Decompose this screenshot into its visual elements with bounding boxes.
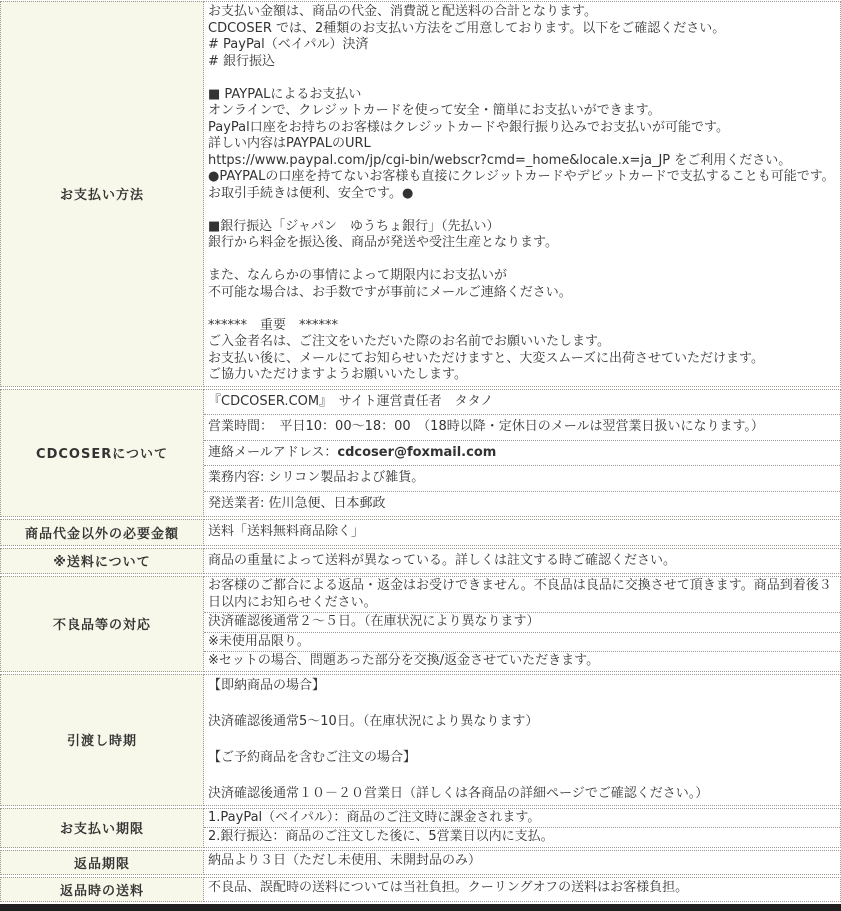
section-content [204,389,841,518]
text-line [208,285,836,302]
text-line [208,419,836,436]
text-line [208,367,836,384]
text-line [208,351,836,368]
text-span: お客様のご都合による返品・返金はお受けできません。不良品は良品に交換させて頂きます。商品到着後３日以内にお知らせください。 [208,578,832,610]
text-span: 【ご予約商品を含むご注文の場合】 [208,749,417,765]
text-span: 詳しい内容はPAYPALのURL [208,136,371,151]
text-span: ご協力いただけますようお願いいたします。 [208,367,467,382]
text-line [208,677,836,695]
text-line [208,496,836,513]
text-span: 『CDCOSER.COM』 サイト運営責任者 タタノ [208,393,494,409]
text-span: 2.銀行振込：商品のご注文した後に、5営業日以内に支払。 [208,829,554,844]
text-line [208,252,836,269]
text-line [208,695,836,713]
content-subrow [204,2,840,386]
shop-info-table-body [0,1,841,902]
section-content [204,674,841,806]
content-subrow [204,633,840,653]
text-span: CDCOSER では、2種類のお支払い方法をご用意しております。以下をご確認ください。 [208,20,726,36]
text-line [208,524,836,541]
section-label: 商品代金以外の必要金額 [0,519,204,546]
content-subrow [204,809,840,829]
text-span: # 銀行振込 [208,53,276,69]
text-span: PayPal口座をお持ちのお客様はクレジットカードや銀行振り込みでお支払いが可能です。 [208,119,729,135]
text-line [208,136,836,153]
section-row [0,548,841,575]
text-line [208,394,836,411]
text-span: ※セットの場合、問題あった部分を交換/返金させていただきます。 [208,653,600,668]
content-subrow [204,520,840,545]
section-content [204,850,841,875]
section-label: お支払い期限 [0,808,204,848]
text-line [208,202,836,219]
text-line [208,4,836,21]
section-row [0,877,841,902]
contact-email-label: 連絡メールアドレス： [208,444,338,460]
content-subrow [204,441,840,467]
text-span: オンラインで、クレジットカードを使って安全・簡単にお支払いができます。 [208,103,661,118]
section-content [204,808,841,848]
text-span: をご利用ください。 [670,152,792,168]
content-subrow [204,492,840,517]
text-line [208,713,836,731]
section-content [204,877,841,902]
text-span: 銀行から料金を振込後、商品が発送や受注生産となります。 [208,235,558,250]
text-line [208,103,836,120]
text-span: 不可能な場合は、お手数ですが事前にメールご連絡ください。 [208,284,572,300]
text-line [208,87,836,104]
text-span: # PayPal（ベイパル）決済 [208,37,369,52]
text-line [208,749,836,767]
text-line [208,301,836,318]
content-subrow [204,613,840,633]
text-span: ●PAYPALの口座を持てないお客様も直接にクレジットカードやデビットカードで支払することも可能です。 [208,169,835,184]
text-line [208,37,836,54]
text-line [208,653,836,670]
section-content [204,576,841,672]
content-subrow [204,415,840,441]
content-subrow [204,466,840,492]
text-span: 送料「送料無料商品除く」 [208,524,365,539]
text-span: お支払い後に、メールにてお知らせいただけますと、大変スムーズに出荷させていただけます。 [208,350,765,366]
section-content [204,519,841,546]
text-line [208,21,836,38]
text-span: お取引手続きは便利、安全です。● [208,185,414,201]
section-row [0,674,841,806]
text-span: お支払い金額は、商品の代金、消費説と配送料の合計となります。 [208,4,597,19]
text-line [208,334,836,351]
text-line [208,614,836,631]
section-label: 不良品等の対応 [0,576,204,672]
text-span: 【即納商品の場合】 [208,677,326,693]
section-label: CDCOSERについて [0,389,204,518]
section-label: ※送料について [0,548,204,575]
text-line [208,767,836,785]
text-span: ■ PAYPALによるお支払い [208,86,362,102]
text-line [208,829,836,846]
section-content [204,548,841,575]
text-span: 営業時間： 平日10：00～18：00 （18時以降・定休日のメールは翌営業日扱いになります。） [208,419,764,434]
content-subrow [204,675,840,805]
text-span: また、なんらかの事情によって期限内にお支払いが [208,268,508,283]
section-row [0,808,841,848]
text-line [208,235,836,252]
section-row [0,576,841,672]
text-line [208,810,836,827]
section-content [204,1,841,387]
text-span: 発送業者: 佐川急便、日本郵政 [208,495,386,511]
text-span: ■銀行振込「ジャパン ゆうちょ銀行」（先払い） [208,218,500,234]
text-span: 不良品、誤配時の送料については当社負担。クーリングオフの送料はお客様負担。 [208,879,689,895]
text-span: 決済確認後通常２～５日。（在庫状況により異なります） [208,614,540,629]
text-line [208,54,836,71]
section-row [0,850,841,875]
text-span: 商品の重量によって送料が異なっている。詳しくは註文する時ご確認ください。 [208,552,677,568]
text-line [208,120,836,137]
section-label: 引渡し時期 [0,674,204,806]
text-span: 業務内容: シリコン製品および雑貨。 [208,470,425,485]
text-span: ****** 重要 ****** [208,317,339,333]
text-span: ※未使用品限り。 [208,633,310,649]
text-line [208,219,836,236]
text-line [208,70,836,87]
section-row [0,1,841,387]
text-line [208,186,836,203]
text-line [208,785,836,803]
section-label: 返品時の送料 [0,877,204,902]
text-span: 1.PayPal（ベイパル）：商品のご注文時に課金されます。 [208,809,541,825]
content-subrow [204,577,840,613]
content-subrow [204,652,840,671]
text-line [208,880,836,897]
text-line [208,153,836,170]
text-line [208,445,836,462]
text-span: 決済確認後通常5～10日。（在庫状況により異なります） [208,713,539,729]
content-subrow [204,878,840,899]
text-line [208,731,836,749]
text-line [208,318,836,335]
section-row [0,389,841,518]
section-label: お支払い方法 [0,1,204,387]
section-label: 返品期限 [0,850,204,875]
text-span: 納品より３日（ただし未使用、未開封品のみ） [208,852,482,868]
text-line [208,169,836,186]
text-line [208,853,836,870]
text-line [208,634,836,651]
text-line [208,578,836,611]
text-span: 決済確認後通常１０－２０営業日（詳しくは各商品の詳細ページでご確認ください。） [208,785,709,801]
text-span: ご入金者名は、ご注文をいただいた際のお名前でお願いいたします。 [208,334,610,349]
text-line [208,553,836,570]
text-line [208,470,836,487]
section-row [0,519,841,546]
footer-divider-bar [0,904,841,911]
contact-email: cdcoser@foxmail.com [337,444,497,460]
content-subrow [204,549,840,574]
paypal-url: https://www.paypal.com/jp/cgi-bin/webscr?cmd=_home&locale.x=ja_JP [208,152,671,168]
text-line [208,268,836,285]
content-subrow [204,828,840,847]
content-subrow [204,390,840,416]
